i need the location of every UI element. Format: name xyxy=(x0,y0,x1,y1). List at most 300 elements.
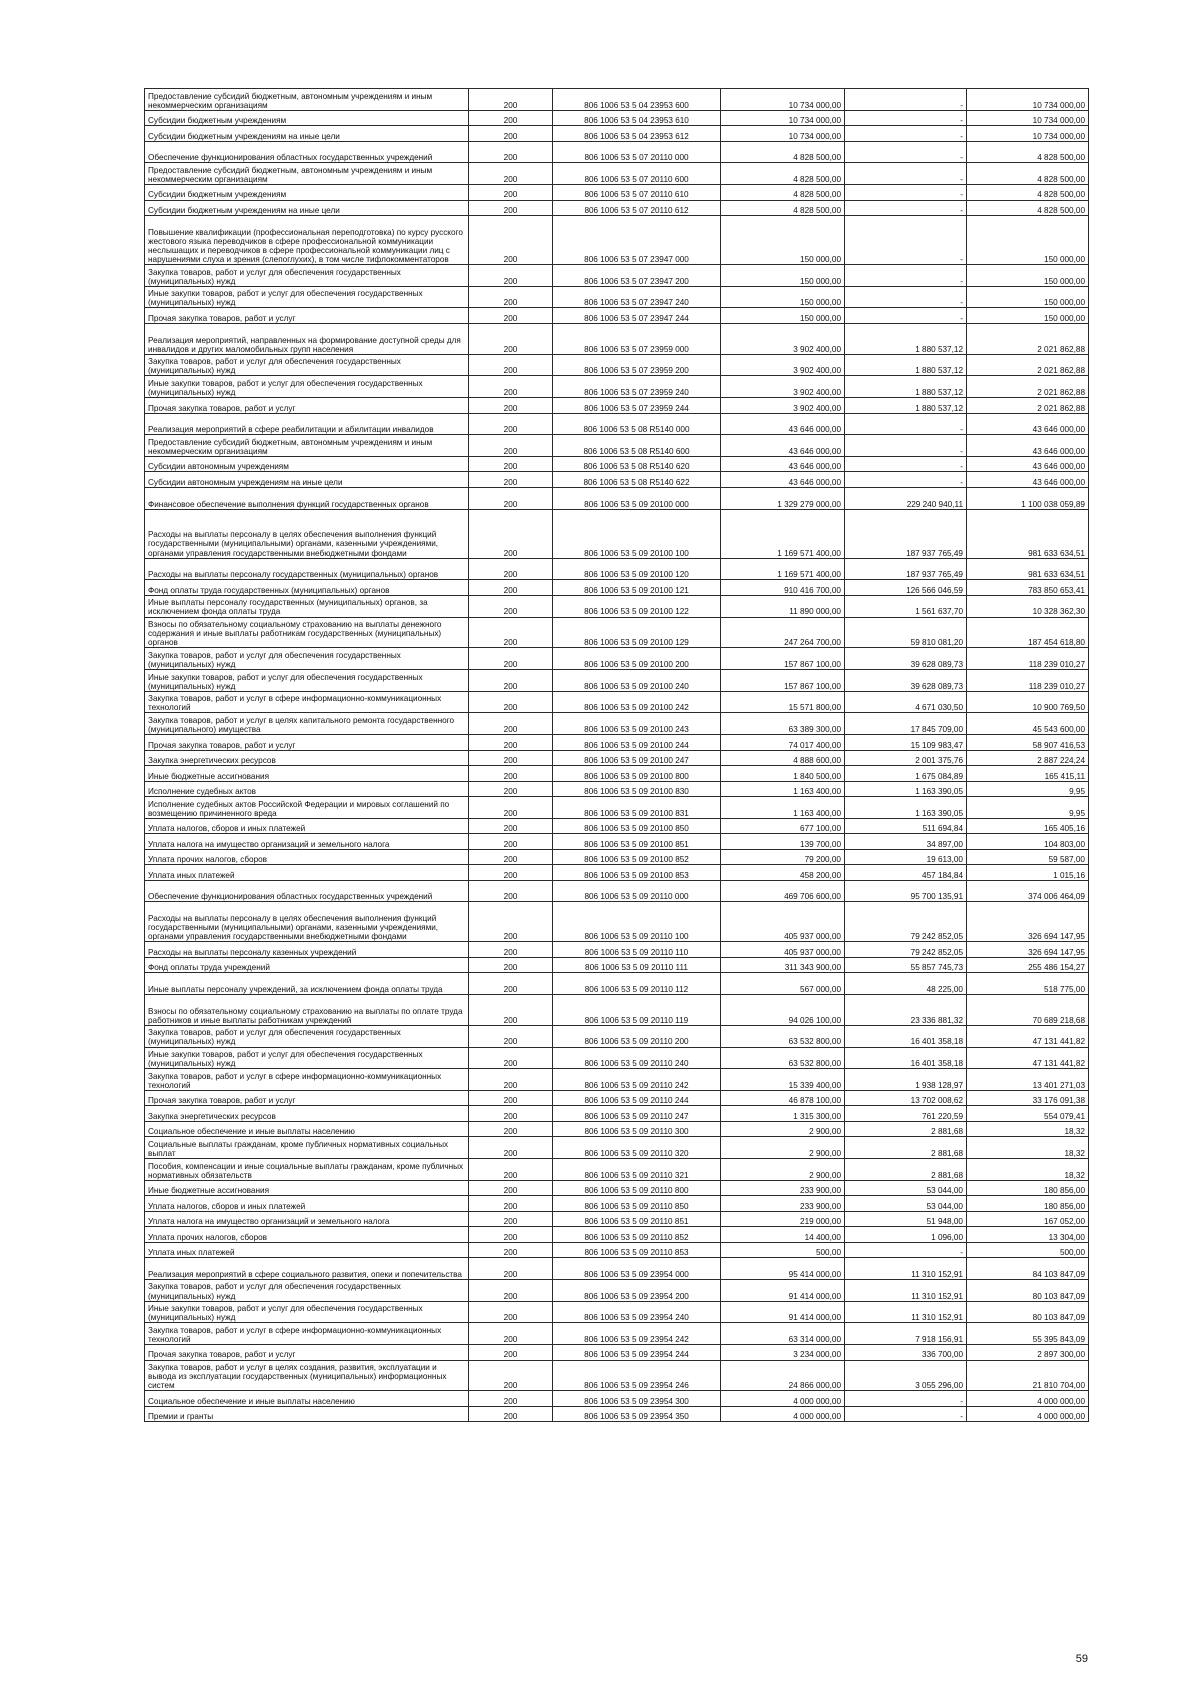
row-unexecuted: 118 239 010,27 xyxy=(967,670,1089,692)
row-approved: 1 163 400,00 xyxy=(721,797,845,819)
row-approved: 150 000,00 xyxy=(721,216,845,265)
row-code: 200 xyxy=(469,713,553,735)
row-kbk: 806 1006 53 5 07 23947 244 xyxy=(553,308,721,324)
row-unexecuted: 4 828 500,00 xyxy=(967,141,1089,163)
row-unexecuted: 783 850 653,41 xyxy=(967,580,1089,596)
row-executed: - xyxy=(845,89,967,111)
row-name: Прочая закупка товаров, работ и услуг xyxy=(145,1345,469,1361)
row-kbk: 806 1006 53 5 09 20100 850 xyxy=(553,818,721,834)
row-unexecuted: 70 689 218,68 xyxy=(967,995,1089,1026)
row-name: Субсидии бюджетным учреждениям xyxy=(145,110,469,126)
row-executed: - xyxy=(845,126,967,142)
row-name: Субсидии автономным учреждениям xyxy=(145,456,469,472)
row-unexecuted: 9,95 xyxy=(967,781,1089,797)
row-unexecuted: 518 775,00 xyxy=(967,973,1089,995)
row-code: 200 xyxy=(469,89,553,111)
row-executed: 187 937 765,49 xyxy=(845,558,967,580)
row-approved: 91 414 000,00 xyxy=(721,1279,845,1301)
table-row xyxy=(145,1121,1089,1137)
row-kbk: 806 1006 53 5 09 20110 851 xyxy=(553,1211,721,1227)
row-approved: 4 888 600,00 xyxy=(721,750,845,766)
table-row xyxy=(145,766,1089,782)
row-code: 200 xyxy=(469,973,553,995)
row-unexecuted: 80 103 847,09 xyxy=(967,1301,1089,1323)
row-executed: - xyxy=(845,413,967,435)
row-kbk: 806 1006 53 5 08 R5140 620 xyxy=(553,456,721,472)
row-code: 200 xyxy=(469,797,553,819)
row-code: 200 xyxy=(469,995,553,1026)
row-kbk: 806 1006 53 5 09 20100 852 xyxy=(553,849,721,865)
table-row xyxy=(145,995,1089,1026)
row-name: Предоставление субсидий бюджетным, автономным учреждениям и иным некоммерческим организациям xyxy=(145,89,469,111)
table-row xyxy=(145,1279,1089,1301)
row-unexecuted: 18,32 xyxy=(967,1159,1089,1181)
table-row xyxy=(145,691,1089,713)
row-code: 200 xyxy=(469,558,553,580)
row-name: Реализация мероприятий в сфере реабилитации и абилитации инвалидов xyxy=(145,413,469,435)
row-kbk: 806 1006 53 5 09 20110 119 xyxy=(553,995,721,1026)
row-name: Прочая закупка товаров, работ и услуг xyxy=(145,1090,469,1106)
row-kbk: 806 1006 53 5 09 20100 240 xyxy=(553,670,721,692)
row-name: Иные выплаты персоналу государственных (муниципальных) органов, за исключением фонда оплаты труда xyxy=(145,595,469,617)
row-kbk: 806 1006 53 5 09 20110 242 xyxy=(553,1069,721,1091)
row-executed: 126 566 046,59 xyxy=(845,580,967,596)
row-code: 200 xyxy=(469,1025,553,1047)
row-unexecuted: 10 734 000,00 xyxy=(967,126,1089,142)
row-kbk: 806 1006 53 5 09 20100 800 xyxy=(553,766,721,782)
row-kbk: 806 1006 53 5 09 20100 831 xyxy=(553,797,721,819)
table-row xyxy=(145,1025,1089,1047)
row-approved: 3 902 400,00 xyxy=(721,323,845,354)
row-unexecuted: 21 810 704,00 xyxy=(967,1360,1089,1391)
table-row xyxy=(145,1196,1089,1212)
row-unexecuted: 180 856,00 xyxy=(967,1180,1089,1196)
row-kbk: 806 1006 53 5 07 20110 600 xyxy=(553,163,721,185)
row-kbk: 806 1006 53 5 09 20100 243 xyxy=(553,713,721,735)
row-kbk: 806 1006 53 5 07 23959 200 xyxy=(553,354,721,376)
row-approved: 10 734 000,00 xyxy=(721,89,845,111)
row-kbk: 806 1006 53 5 09 20110 800 xyxy=(553,1180,721,1196)
row-kbk: 806 1006 53 5 09 20100 121 xyxy=(553,580,721,596)
row-unexecuted: 167 052,00 xyxy=(967,1211,1089,1227)
row-name: Исполнение судебных актов xyxy=(145,781,469,797)
row-name: Уплата налога на имущество организаций и земельного налога xyxy=(145,1211,469,1227)
row-executed: 7 918 156,91 xyxy=(845,1323,967,1345)
row-code: 200 xyxy=(469,1258,553,1280)
row-name: Субсидии автономным учреждениям на иные цели xyxy=(145,472,469,488)
row-unexecuted: 84 103 847,09 xyxy=(967,1258,1089,1280)
row-kbk: 806 1006 53 5 09 23954 242 xyxy=(553,1323,721,1345)
row-executed: 1 675 084,89 xyxy=(845,766,967,782)
table-row xyxy=(145,1090,1089,1106)
row-approved: 95 414 000,00 xyxy=(721,1258,845,1280)
row-kbk: 806 1006 53 5 09 20110 110 xyxy=(553,942,721,958)
row-approved: 91 414 000,00 xyxy=(721,1301,845,1323)
row-approved: 4 000 000,00 xyxy=(721,1406,845,1422)
row-unexecuted: 981 633 634,51 xyxy=(967,558,1089,580)
row-approved: 74 017 400,00 xyxy=(721,735,845,751)
row-code: 200 xyxy=(469,110,553,126)
row-executed: 1 163 390,05 xyxy=(845,781,967,797)
row-name: Предоставление субсидий бюджетным, автономным учреждениям и иным некоммерческим организациям xyxy=(145,163,469,185)
row-name: Предоставление субсидий бюджетным, автономным учреждениям и иным некоммерческим организациям xyxy=(145,435,469,457)
row-name: Закупка товаров, работ и услуг в сфере информационно-коммуникационных технологий xyxy=(145,1323,469,1345)
row-name: Взносы по обязательному социальному страхованию на выплаты по оплате труда работников и иные выплаты работникам учреждений xyxy=(145,995,469,1026)
row-code: 200 xyxy=(469,766,553,782)
row-approved: 4 828 500,00 xyxy=(721,163,845,185)
table-row xyxy=(145,781,1089,797)
row-executed: 53 044,00 xyxy=(845,1180,967,1196)
row-code: 200 xyxy=(469,942,553,958)
row-kbk: 806 1006 53 5 09 20110 240 xyxy=(553,1047,721,1069)
row-unexecuted: 55 395 843,09 xyxy=(967,1323,1089,1345)
row-executed: - xyxy=(845,200,967,216)
row-code: 200 xyxy=(469,902,553,942)
table-row xyxy=(145,735,1089,751)
row-executed: - xyxy=(845,1242,967,1258)
row-name: Социальные выплаты гражданам, кроме публичных нормативных социальных выплат xyxy=(145,1137,469,1159)
row-code: 200 xyxy=(469,691,553,713)
row-executed: 59 810 081,20 xyxy=(845,617,967,648)
row-code: 200 xyxy=(469,141,553,163)
row-code: 200 xyxy=(469,126,553,142)
row-kbk: 806 1006 53 5 07 20110 000 xyxy=(553,141,721,163)
row-executed: - xyxy=(845,265,967,287)
row-unexecuted: 150 000,00 xyxy=(967,216,1089,265)
table-row xyxy=(145,617,1089,648)
table-row xyxy=(145,1227,1089,1243)
row-executed: 48 225,00 xyxy=(845,973,967,995)
row-kbk: 806 1006 53 5 09 20110 321 xyxy=(553,1159,721,1181)
row-approved: 24 866 000,00 xyxy=(721,1360,845,1391)
row-executed: 2 881,68 xyxy=(845,1121,967,1137)
row-name: Иные закупки товаров, работ и услуг для обеспечения государственных (муниципальных) нужд xyxy=(145,286,469,308)
row-approved: 63 532 800,00 xyxy=(721,1047,845,1069)
row-approved: 3 902 400,00 xyxy=(721,354,845,376)
row-unexecuted: 43 646 000,00 xyxy=(967,435,1089,457)
row-approved: 43 646 000,00 xyxy=(721,472,845,488)
row-unexecuted: 118 239 010,27 xyxy=(967,648,1089,670)
row-kbk: 806 1006 53 5 07 23959 244 xyxy=(553,398,721,414)
table-row xyxy=(145,1406,1089,1422)
row-kbk: 806 1006 53 5 09 20110 853 xyxy=(553,1242,721,1258)
row-unexecuted: 1 100 038 059,89 xyxy=(967,487,1089,509)
row-executed: 11 310 152,91 xyxy=(845,1258,967,1280)
row-code: 200 xyxy=(469,957,553,973)
row-kbk: 806 1006 53 5 09 20110 100 xyxy=(553,902,721,942)
row-executed: 39 628 089,73 xyxy=(845,648,967,670)
row-kbk: 806 1006 53 5 09 20100 853 xyxy=(553,865,721,881)
row-approved: 94 026 100,00 xyxy=(721,995,845,1026)
row-kbk: 806 1006 53 5 09 23954 246 xyxy=(553,1360,721,1391)
row-approved: 1 329 279 000,00 xyxy=(721,487,845,509)
row-unexecuted: 255 486 154,27 xyxy=(967,957,1089,973)
page-number: 59 xyxy=(1075,1653,1088,1665)
table-row xyxy=(145,865,1089,881)
row-unexecuted: 4 828 500,00 xyxy=(967,200,1089,216)
row-name: Уплата иных платежей xyxy=(145,1242,469,1258)
row-approved: 14 400,00 xyxy=(721,1227,845,1243)
row-code: 200 xyxy=(469,580,553,596)
row-name: Иные бюджетные ассигнования xyxy=(145,766,469,782)
row-approved: 500,00 xyxy=(721,1242,845,1258)
row-unexecuted: 554 079,41 xyxy=(967,1106,1089,1122)
row-unexecuted: 2 897 300,00 xyxy=(967,1345,1089,1361)
row-name: Иные закупки товаров, работ и услуг для обеспечения государственных (муниципальных) нужд xyxy=(145,670,469,692)
row-approved: 63 389 300,00 xyxy=(721,713,845,735)
row-approved: 11 890 000,00 xyxy=(721,595,845,617)
row-unexecuted: 2 021 862,88 xyxy=(967,376,1089,398)
row-kbk: 806 1006 53 5 09 20100 247 xyxy=(553,750,721,766)
row-name: Обеспечение функционирования областных государственных учреждений xyxy=(145,141,469,163)
row-unexecuted: 10 734 000,00 xyxy=(967,89,1089,111)
row-name: Уплата налога на имущество организаций и земельного налога xyxy=(145,834,469,850)
row-approved: 3 902 400,00 xyxy=(721,376,845,398)
row-approved: 15 571 800,00 xyxy=(721,691,845,713)
row-kbk: 806 1006 53 5 09 20100 242 xyxy=(553,691,721,713)
row-executed: 1 561 637,70 xyxy=(845,595,967,617)
row-kbk: 806 1006 53 5 09 20100 830 xyxy=(553,781,721,797)
row-executed: 187 937 765,49 xyxy=(845,509,967,558)
row-unexecuted: 500,00 xyxy=(967,1242,1089,1258)
row-unexecuted: 326 694 147,95 xyxy=(967,902,1089,942)
row-approved: 4 828 500,00 xyxy=(721,185,845,201)
row-kbk: 806 1006 53 5 07 20110 610 xyxy=(553,185,721,201)
table-row xyxy=(145,126,1089,142)
table-row xyxy=(145,163,1089,185)
row-code: 200 xyxy=(469,435,553,457)
table-row xyxy=(145,1159,1089,1181)
row-code: 200 xyxy=(469,1090,553,1106)
row-approved: 4 000 000,00 xyxy=(721,1391,845,1407)
row-approved: 405 937 000,00 xyxy=(721,942,845,958)
row-unexecuted: 2 887 224,24 xyxy=(967,750,1089,766)
row-approved: 1 169 571 400,00 xyxy=(721,509,845,558)
row-approved: 1 315 300,00 xyxy=(721,1106,845,1122)
row-name: Закупка энергетических ресурсов xyxy=(145,750,469,766)
table-body xyxy=(145,89,1089,1422)
row-approved: 43 646 000,00 xyxy=(721,456,845,472)
row-kbk: 806 1006 53 5 09 20110 850 xyxy=(553,1196,721,1212)
row-code: 200 xyxy=(469,456,553,472)
row-name: Закупка товаров, работ и услуг для обеспечения государственных (муниципальных) нужд xyxy=(145,1279,469,1301)
row-approved: 677 100,00 xyxy=(721,818,845,834)
row-executed: 511 694,84 xyxy=(845,818,967,834)
row-unexecuted: 4 828 500,00 xyxy=(967,163,1089,185)
table-row xyxy=(145,797,1089,819)
row-unexecuted: 43 646 000,00 xyxy=(967,472,1089,488)
row-unexecuted: 58 907 416,53 xyxy=(967,735,1089,751)
row-executed: 16 401 358,18 xyxy=(845,1025,967,1047)
row-unexecuted: 9,95 xyxy=(967,797,1089,819)
row-unexecuted: 326 694 147,95 xyxy=(967,942,1089,958)
row-code: 200 xyxy=(469,1121,553,1137)
table-row xyxy=(145,818,1089,834)
row-code: 200 xyxy=(469,200,553,216)
row-code: 200 xyxy=(469,781,553,797)
table-row xyxy=(145,1391,1089,1407)
row-name: Уплата налогов, сборов и иных платежей xyxy=(145,818,469,834)
row-kbk: 806 1006 53 5 07 20110 612 xyxy=(553,200,721,216)
row-approved: 1 163 400,00 xyxy=(721,781,845,797)
table-row xyxy=(145,750,1089,766)
row-executed: - xyxy=(845,185,967,201)
row-name: Обеспечение функционирования областных государственных учреждений xyxy=(145,880,469,902)
row-name: Иные закупки товаров, работ и услуг для обеспечения государственных (муниципальных) нужд xyxy=(145,1301,469,1323)
table-row xyxy=(145,713,1089,735)
row-executed: - xyxy=(845,1391,967,1407)
row-code: 200 xyxy=(469,834,553,850)
row-unexecuted: 187 454 618,80 xyxy=(967,617,1089,648)
row-unexecuted: 150 000,00 xyxy=(967,286,1089,308)
row-unexecuted: 150 000,00 xyxy=(967,265,1089,287)
row-unexecuted: 45 543 600,00 xyxy=(967,713,1089,735)
row-code: 200 xyxy=(469,1196,553,1212)
row-executed: 34 897,00 xyxy=(845,834,967,850)
row-executed: 2 881,68 xyxy=(845,1137,967,1159)
row-name: Прочая закупка товаров, работ и услуг xyxy=(145,308,469,324)
row-name: Взносы по обязательному социальному страхованию на выплаты денежного содержания и иные выплаты работникам государственных (муниципальных) органов xyxy=(145,617,469,648)
table-row xyxy=(145,973,1089,995)
row-kbk: 806 1006 53 5 09 20100 100 xyxy=(553,509,721,558)
row-unexecuted: 80 103 847,09 xyxy=(967,1279,1089,1301)
row-name: Иные закупки товаров, работ и услуг для обеспечения государственных (муниципальных) нужд xyxy=(145,376,469,398)
row-code: 200 xyxy=(469,323,553,354)
row-name: Субсидии бюджетным учреждениям на иные цели xyxy=(145,126,469,142)
row-kbk: 806 1006 53 5 08 R5140 622 xyxy=(553,472,721,488)
table-row xyxy=(145,110,1089,126)
row-approved: 567 000,00 xyxy=(721,973,845,995)
row-name: Повышение квалификации (профессиональная переподготовка) по курсу русского жестового языка переводчиков в сфере профессиональной коммуникации неслышащих и переводчиков в сфере профессиональной коммуникации лиц с нарушениями слуха и зрения (слепоглухих), в том числе тифлокомментаторов xyxy=(145,216,469,265)
table-row xyxy=(145,323,1089,354)
row-code: 200 xyxy=(469,880,553,902)
row-name: Пособия, компенсации и иные социальные выплаты гражданам, кроме публичных нормативных обязательств xyxy=(145,1159,469,1181)
row-kbk: 806 1006 53 5 09 20110 244 xyxy=(553,1090,721,1106)
row-unexecuted: 374 006 464,09 xyxy=(967,880,1089,902)
row-code: 200 xyxy=(469,1069,553,1091)
row-code: 200 xyxy=(469,286,553,308)
row-code: 200 xyxy=(469,163,553,185)
row-name: Уплата иных платежей xyxy=(145,865,469,881)
row-approved: 233 900,00 xyxy=(721,1180,845,1196)
table-row xyxy=(145,1211,1089,1227)
row-approved: 2 900,00 xyxy=(721,1159,845,1181)
row-executed: 3 055 296,00 xyxy=(845,1360,967,1391)
row-approved: 79 200,00 xyxy=(721,849,845,865)
row-executed: 79 242 852,05 xyxy=(845,942,967,958)
row-unexecuted: 1 015,16 xyxy=(967,865,1089,881)
row-code: 200 xyxy=(469,376,553,398)
row-approved: 247 264 700,00 xyxy=(721,617,845,648)
row-executed: - xyxy=(845,472,967,488)
row-name: Фонд оплаты труда государственных (муниципальных) органов xyxy=(145,580,469,596)
row-code: 200 xyxy=(469,1047,553,1069)
row-unexecuted: 2 021 862,88 xyxy=(967,354,1089,376)
row-kbk: 806 1006 53 5 09 20110 111 xyxy=(553,957,721,973)
table-row xyxy=(145,509,1089,558)
row-name: Иные бюджетные ассигнования xyxy=(145,1180,469,1196)
row-approved: 910 416 700,00 xyxy=(721,580,845,596)
row-kbk: 806 1006 53 5 04 23953 610 xyxy=(553,110,721,126)
row-executed: 1 880 537,12 xyxy=(845,398,967,414)
row-kbk: 806 1006 53 5 09 20100 200 xyxy=(553,648,721,670)
row-unexecuted: 47 131 441,82 xyxy=(967,1025,1089,1047)
row-unexecuted: 180 856,00 xyxy=(967,1196,1089,1212)
row-unexecuted: 13 304,00 xyxy=(967,1227,1089,1243)
row-unexecuted: 10 734 000,00 xyxy=(967,110,1089,126)
row-code: 200 xyxy=(469,1106,553,1122)
row-kbk: 806 1006 53 5 09 20100 122 xyxy=(553,595,721,617)
row-kbk: 806 1006 53 5 09 23954 240 xyxy=(553,1301,721,1323)
row-name: Закупка товаров, работ и услуг для обеспечения государственных (муниципальных) нужд xyxy=(145,1025,469,1047)
row-approved: 233 900,00 xyxy=(721,1196,845,1212)
row-approved: 4 828 500,00 xyxy=(721,141,845,163)
row-unexecuted: 18,32 xyxy=(967,1137,1089,1159)
row-name: Закупка энергетических ресурсов xyxy=(145,1106,469,1122)
row-kbk: 806 1006 53 5 09 20100 244 xyxy=(553,735,721,751)
row-name: Расходы на выплаты персоналу в целях обеспечения выполнения функций государственными (муниципальными) органами, казенными учреждениями, органами управления государственными внебюджетными фондами xyxy=(145,509,469,558)
row-name: Реализация мероприятий в сфере социального развития, опеки и попечительства xyxy=(145,1258,469,1280)
row-executed: 2 001 375,76 xyxy=(845,750,967,766)
row-name: Иные выплаты персоналу учреждений, за исключением фонда оплаты труда xyxy=(145,973,469,995)
row-code: 200 xyxy=(469,1211,553,1227)
row-executed: 1 938 128,97 xyxy=(845,1069,967,1091)
table-row xyxy=(145,1106,1089,1122)
table-row xyxy=(145,413,1089,435)
row-approved: 3 902 400,00 xyxy=(721,398,845,414)
row-name: Расходы на выплаты персоналу государственных (муниципальных) органов xyxy=(145,558,469,580)
row-name: Премии и гранты xyxy=(145,1406,469,1422)
row-executed: 761 220,59 xyxy=(845,1106,967,1122)
row-code: 200 xyxy=(469,750,553,766)
row-executed: 1 163 390,05 xyxy=(845,797,967,819)
row-unexecuted: 18,32 xyxy=(967,1121,1089,1137)
row-executed: 11 310 152,91 xyxy=(845,1279,967,1301)
row-code: 200 xyxy=(469,1391,553,1407)
table-row xyxy=(145,834,1089,850)
row-executed: 229 240 940,11 xyxy=(845,487,967,509)
table-row xyxy=(145,1242,1089,1258)
row-executed: 13 702 008,62 xyxy=(845,1090,967,1106)
row-unexecuted: 10 900 769,50 xyxy=(967,691,1089,713)
row-approved: 1 840 500,00 xyxy=(721,766,845,782)
table-row xyxy=(145,89,1089,111)
table-row xyxy=(145,1323,1089,1345)
row-name: Уплата прочих налогов, сборов xyxy=(145,849,469,865)
row-approved: 1 169 571 400,00 xyxy=(721,558,845,580)
row-name: Финансовое обеспечение выполнения функций государственных органов xyxy=(145,487,469,509)
row-approved: 405 937 000,00 xyxy=(721,902,845,942)
row-approved: 43 646 000,00 xyxy=(721,413,845,435)
row-executed: - xyxy=(845,286,967,308)
row-approved: 150 000,00 xyxy=(721,265,845,287)
row-executed: 1 880 537,12 xyxy=(845,354,967,376)
row-executed: 53 044,00 xyxy=(845,1196,967,1212)
row-code: 200 xyxy=(469,1137,553,1159)
row-unexecuted: 981 633 634,51 xyxy=(967,509,1089,558)
table-row xyxy=(145,580,1089,596)
row-executed: - xyxy=(845,163,967,185)
row-name: Закупка товаров, работ и услуг для обеспечения государственных (муниципальных) нужд xyxy=(145,265,469,287)
row-name: Иные закупки товаров, работ и услуг для обеспечения государственных (муниципальных) нужд xyxy=(145,1047,469,1069)
row-code: 200 xyxy=(469,865,553,881)
row-code: 200 xyxy=(469,216,553,265)
table-row xyxy=(145,558,1089,580)
row-executed: - xyxy=(845,141,967,163)
row-kbk: 806 1006 53 5 09 20100 120 xyxy=(553,558,721,580)
row-unexecuted: 2 021 862,88 xyxy=(967,398,1089,414)
row-name: Закупка товаров, работ и услуг в сфере информационно-коммуникационных технологий xyxy=(145,1069,469,1091)
